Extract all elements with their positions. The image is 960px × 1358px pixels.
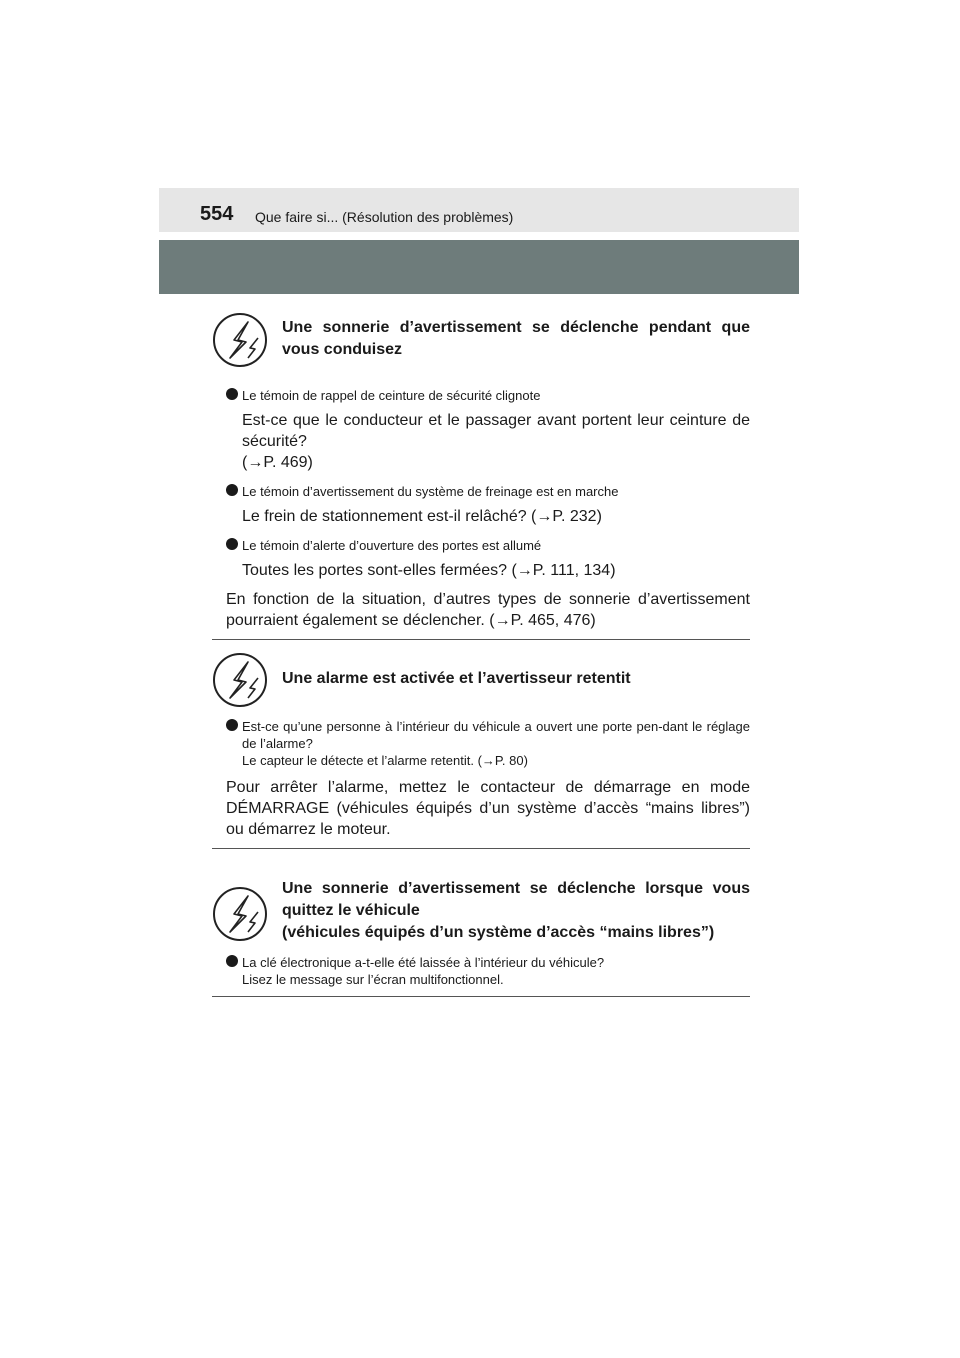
explanation-text: Le capteur le détecte et l’alarme retentit. (→P. 80) <box>242 753 528 768</box>
section-alarm <box>212 652 750 849</box>
chapter-title: Que faire si... (Résolution des problèmes) <box>255 209 514 225</box>
condition-text: Le témoin de rappel de ceinture de sécurité clignote <box>242 388 541 403</box>
list-item <box>212 718 750 769</box>
condition-text: Le témoin d’avertissement du système de freinage est en marche <box>242 484 619 499</box>
section-title: Une sonnerie d’avertissement se déclenche pendant que vous conduisez <box>282 319 750 358</box>
explanation-text: Lisez le message sur l’écran multifonctionnel. <box>242 972 504 987</box>
list-item <box>212 483 750 500</box>
section-title: Une sonnerie d’avertissement se déclenche lorsque vous quittez le véhicule <box>282 880 750 919</box>
list-item <box>212 387 750 404</box>
list-item <box>212 537 750 554</box>
warning-lightning-icon <box>212 652 268 708</box>
page-ref: (→P. 469) <box>242 454 313 471</box>
page-number: 554 <box>200 203 234 225</box>
note-text: Pour arrêter l’alarme, mettez le contacteur de démarrage en mode DÉMARRAGE (véhicules équipés d’un système d’accès “mains libres”) ou démarrez le moteur. <box>226 779 750 838</box>
section-divider <box>212 848 750 849</box>
section-band <box>159 240 799 294</box>
answer-text: Est-ce que le conducteur et le passager avant portent leur ceinture de sécurité? <box>242 412 750 450</box>
bullet-icon <box>226 388 238 400</box>
warning-lightning-icon <box>212 886 268 942</box>
warning-lightning-icon <box>212 312 268 368</box>
section-subtitle: (véhicules équipés d’un système d’accès “mains libres”) <box>282 924 715 941</box>
section-divider <box>212 639 750 640</box>
section-leaving-vehicle <box>212 878 750 997</box>
section-title: Une alarme est activée et l’avertisseur retentit <box>282 670 631 687</box>
section-driving-warning <box>212 312 750 640</box>
condition-text: Est-ce qu’une personne à l’intérieur du véhicule a ouvert une porte pen-dant le réglage de l’alarme? <box>242 719 750 751</box>
section-divider <box>212 996 750 997</box>
answer-text: Le frein de stationnement est-il relâché? (→P. 232) <box>242 508 602 525</box>
bullet-icon <box>226 955 238 967</box>
bullet-icon <box>226 538 238 550</box>
answer-text: Toutes les portes sont-elles fermées? (→P. 111, 134) <box>242 562 616 579</box>
list-item <box>212 954 750 988</box>
note-text: En fonction de la situation, d’autres types de sonnerie d’avertissement pourraient également se déclencher. (→P. 465, 476) <box>226 591 750 629</box>
bullet-icon <box>226 719 238 731</box>
condition-text: Le témoin d’alerte d’ouverture des portes est allumé <box>242 538 542 553</box>
bullet-icon <box>226 484 238 496</box>
condition-text: La clé électronique a-t-elle été laissée à l’intérieur du véhicule? <box>242 955 605 970</box>
